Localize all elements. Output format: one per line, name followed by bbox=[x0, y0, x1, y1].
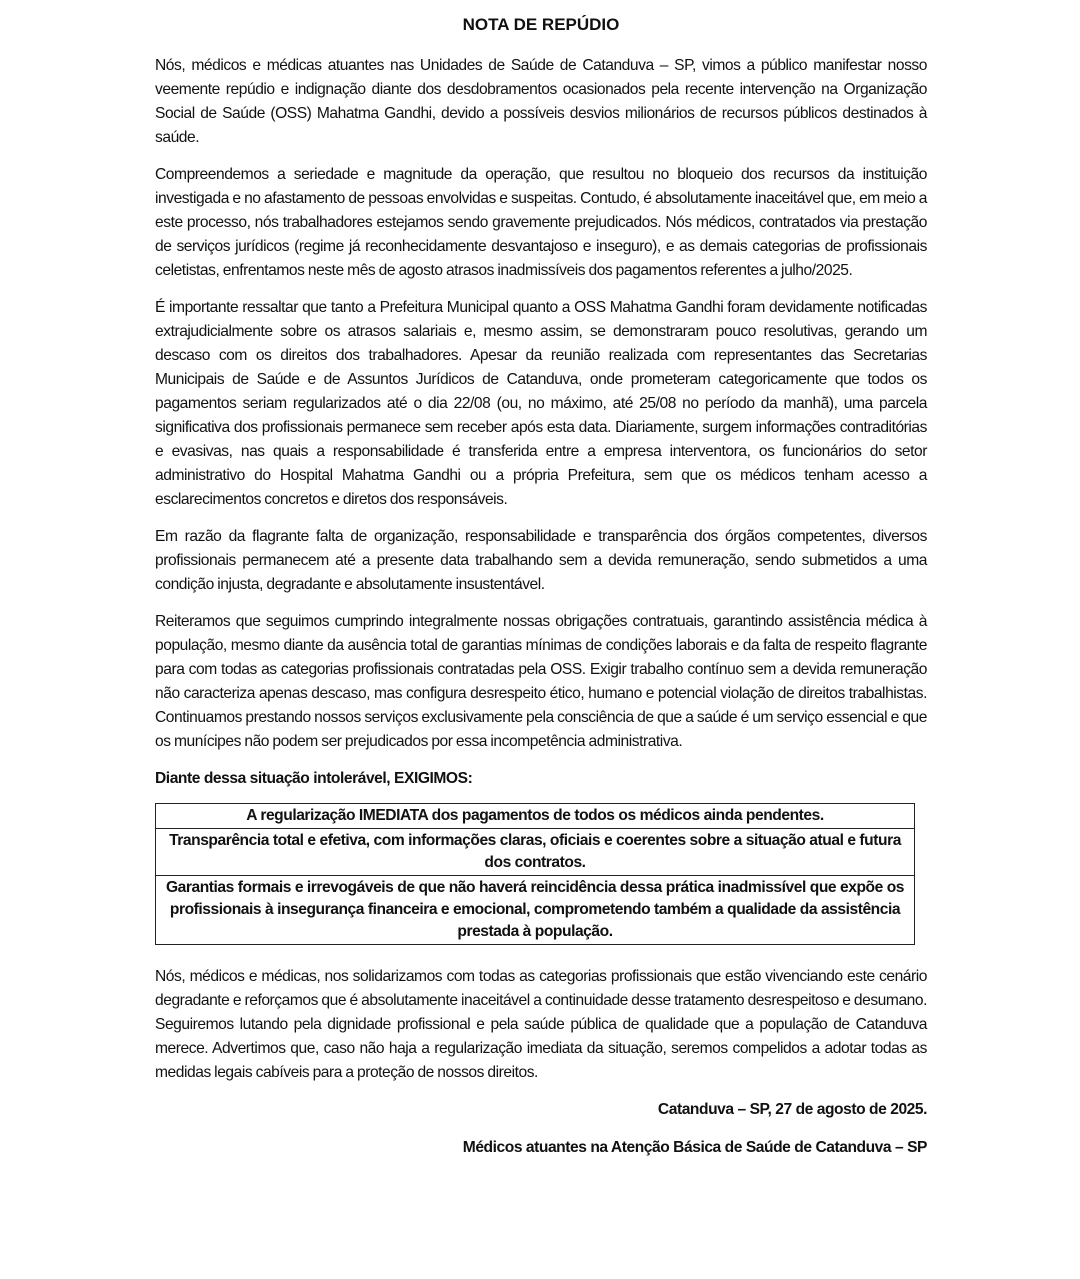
demand-row bbox=[156, 876, 915, 945]
document-page bbox=[155, 12, 927, 1160]
demand-cell: A regularização IMEDIATA dos pagamentos de todos os médicos ainda pendentes. bbox=[156, 804, 915, 829]
paragraph-conditions: Em razão da flagrante falta de organização, responsabilidade e transparência dos órgãos competentes, diversos profissionais permanecem até a presente data trabalhando sem a devida remuneração, sendo submetidos a uma condição injusta, degradante e absolutamente insustentável. bbox=[155, 528, 927, 593]
signature: Médicos atuantes na Atenção Básica de Saúde de Catanduva – SP bbox=[462, 1139, 927, 1156]
paragraph-notification: É importante ressaltar que tanto a Prefeitura Municipal quanto a OSS Mahatma Gandhi foram devidamente notificadas extrajudicialmente sobre os atrasos salariais e, mesmo assim, se demonstraram pouco resolutivas, gerando um descaso com os direitos dos trabalhadores. Apesar da reunião realizada com representantes das Secretarias Municipais de Saúde e de Assuntos Jurídicos de Catanduva, onde prometeram categoricamente que todos os pagamentos seriam regularizados até o dia 22/08 (ou, no máximo, até 25/08 no período da manhã), uma parcela significativa dos profissionais permanece sem receber após esta data. Diariamente, surgem informações contraditórias e evasivas, nas quais a responsabilidade é transferida entre a empresa interventora, os funcionários do setor administrativo do Hospital Mahatma Gandhi ou a própria Prefeitura, sem que os médicos tenham acesso a esclarecimentos concretos e diretos dos responsáveis. bbox=[155, 299, 927, 508]
paragraph-context: Compreendemos a seriedade e magnitude da operação, que resultou no bloqueio dos recursos da instituição investigada e no afastamento de pessoas envolvidas e suspeitas. Contudo, é absolutamente inaceitável que, em meio a este processo, nós trabalhadores estejamos sendo gravemente prejudicados. Nós médicos, contratados via prestação de serviços jurídicos (regime já reconhecidamente desvantajoso e inseguro), e as demais categorias de profissionais celetistas, enfrentamos neste mês de agosto atrasos inadmissíveis dos pagamentos referentes a julho/2025. bbox=[155, 166, 927, 279]
paragraph-intro: Nós, médicos e médicas atuantes nas Unidades de Saúde de Catanduva – SP, vimos a público manifestar nosso veemente repúdio e indignação diante dos desdobramentos ocasionados pela recente intervenção na Organização Social de Saúde (OSS) Mahatma Gandhi, devido a possíveis desvios milionários de recursos públicos destinados à saúde. bbox=[155, 57, 927, 146]
paragraph-solidarity: Nós, médicos e médicas, nos solidarizamos com todas as categorias profissionais que estão vivenciando este cenário degradante e reforçamos que é absolutamente inaceitável a continuidade desse tratamento desrespeitoso e desumano. Seguiremos lutando pela dignidade profissional e pela saúde pública de qualidade que a população de Catanduva merece. Advertimos que, caso não haja a regularização imediata da situação, seremos compelidos a adotar todas as medidas legais cabíveis para a proteção de nossos direitos. bbox=[155, 968, 927, 1081]
demand-row bbox=[156, 829, 915, 876]
demands-table bbox=[155, 803, 915, 945]
date-line: Catanduva – SP, 27 de agosto de 2025. bbox=[657, 1101, 927, 1118]
paragraph-obligations: Reiteramos que seguimos cumprindo integralmente nossas obrigações contratuais, garantindo assistência médica à população, mesmo diante da ausência total de garantias mínimas de condições laborais e da falta de respeito flagrante para com todas as categorias profissionais contratadas pela OSS. Exigir trabalho contínuo sem a devida remuneração não caracteriza apenas descaso, mas configura desrespeito ético, humano e potencial violação de direitos trabalhistas. Continuamos prestando nossos serviços exclusivamente pela consciência de que a saúde é um serviço essencial e que os munícipes não podem ser prejudicados por essa incompetência administrativa. bbox=[155, 613, 927, 750]
document-title: NOTA DE REPÚDIO bbox=[462, 15, 620, 34]
demand-cell: Transparência total e efetiva, com informações claras, oficiais e coerentes sobre a situação atual e futura dos contratos. bbox=[156, 829, 915, 876]
demands-lead: Diante dessa situação intolerável, EXIGIMOS: bbox=[155, 770, 473, 787]
demand-row bbox=[156, 804, 915, 829]
demand-cell: Garantias formais e irrevogáveis de que não haverá reincidência dessa prática inadmissível que expõe os profissionais à insegurança financeira e emocional, comprometendo também a qualidade da assistência prestada à população. bbox=[156, 876, 915, 945]
